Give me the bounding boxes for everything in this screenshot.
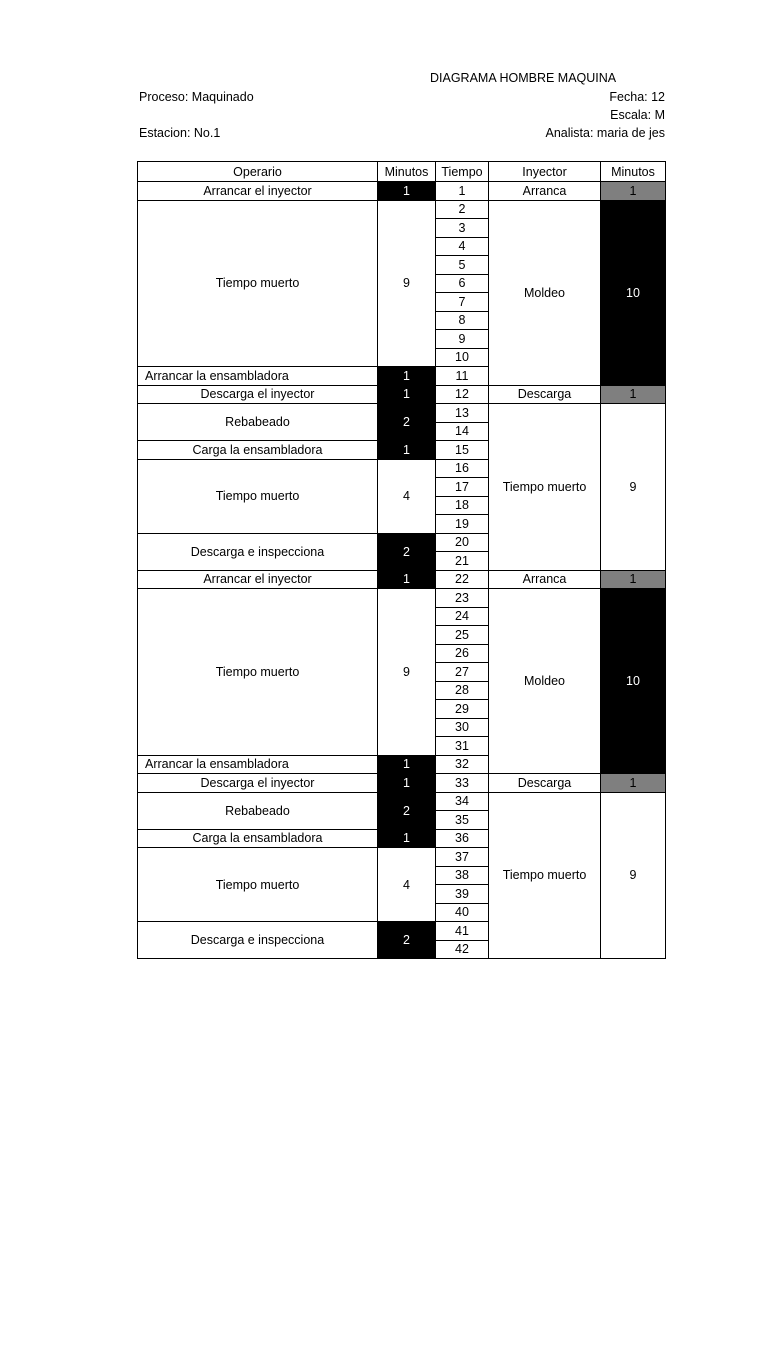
tiempo-cell: 2 [435,200,489,220]
tiempo-cell: 28 [435,681,489,701]
operario-minutes-cell: 1 [377,829,436,849]
tiempo-cell: 25 [435,625,489,645]
inyector-minutes-cell: 9 [600,792,666,960]
operario-activity-cell: Arrancar la ensambladora [137,755,378,775]
operario-activity-cell: Tiempo muerto [137,588,378,756]
operario-activity-cell: Rebabeado [137,792,378,830]
tiempo-cell: 42 [435,940,489,960]
proceso-label: Proceso: Maquinado [139,90,254,104]
operario-minutes-cell: 2 [377,533,436,571]
operario-minutes-cell: 1 [377,570,436,590]
operario-activity-cell: Arrancar la ensambladora [137,366,378,386]
tiempo-cell: 24 [435,607,489,627]
tiempo-cell: 14 [435,422,489,442]
tiempo-cell: 16 [435,459,489,479]
tiempo-cell: 38 [435,866,489,886]
operario-minutes-cell: 1 [377,181,436,201]
tiempo-cell: 22 [435,570,489,590]
inyector-activity-cell: Tiempo muerto [488,792,601,960]
tiempo-cell: 7 [435,292,489,312]
tiempo-cell: 30 [435,718,489,738]
analista-label: Analista: maria de jes [545,126,665,140]
header-operario: Operario [137,161,378,182]
tiempo-cell: 33 [435,773,489,793]
inyector-minutes-cell: 1 [600,570,666,590]
operario-activity-cell: Arrancar el inyector [137,181,378,201]
tiempo-cell: 8 [435,311,489,331]
operario-minutes-cell: 4 [377,459,436,534]
operario-activity-cell: Tiempo muerto [137,200,378,368]
hombre-maquina-table [137,161,665,957]
header-inyector: Inyector [488,161,601,182]
tiempo-cell: 23 [435,588,489,608]
tiempo-cell: 3 [435,218,489,238]
tiempo-cell: 13 [435,403,489,423]
estacion-label: Estacion: No.1 [139,126,221,140]
inyector-activity-cell: Tiempo muerto [488,403,601,571]
operario-minutes-cell: 1 [377,440,436,460]
tiempo-cell: 12 [435,385,489,405]
inyector-activity-cell: Moldeo [488,588,601,774]
inyector-minutes-cell: 1 [600,181,666,201]
tiempo-cell: 31 [435,736,489,756]
tiempo-cell: 36 [435,829,489,849]
operario-activity-cell: Tiempo muerto [137,459,378,534]
operario-activity-cell: Arrancar el inyector [137,570,378,590]
operario-activity-cell: Descarga el inyector [137,385,378,405]
tiempo-cell: 40 [435,903,489,923]
operario-minutes-cell: 2 [377,921,436,959]
tiempo-cell: 26 [435,644,489,664]
tiempo-cell: 37 [435,847,489,867]
operario-minutes-cell: 1 [377,773,436,793]
tiempo-cell: 15 [435,440,489,460]
header-minutos-operario: Minutos [377,161,436,182]
tiempo-cell: 39 [435,884,489,904]
operario-activity-cell: Descarga e inspecciona [137,921,378,959]
inyector-activity-cell: Arranca [488,570,601,590]
operario-minutes-cell: 1 [377,366,436,386]
operario-minutes-cell: 9 [377,200,436,368]
inyector-activity-cell: Descarga [488,773,601,793]
tiempo-cell: 1 [435,181,489,201]
tiempo-cell: 19 [435,514,489,534]
inyector-minutes-cell: 9 [600,403,666,571]
operario-activity-cell: Carga la ensambladora [137,440,378,460]
tiempo-cell: 35 [435,810,489,830]
tiempo-cell: 32 [435,755,489,775]
operario-minutes-cell: 2 [377,792,436,830]
operario-activity-cell: Descarga e inspecciona [137,533,378,571]
tiempo-cell: 34 [435,792,489,812]
operario-minutes-cell: 9 [377,588,436,756]
tiempo-cell: 21 [435,551,489,571]
diagram-title: DIAGRAMA HOMBRE MAQUINA [430,71,617,85]
tiempo-cell: 41 [435,921,489,941]
header-minutos-inyector: Minutos [600,161,666,182]
operario-minutes-cell: 4 [377,847,436,922]
inyector-minutes-cell: 10 [600,200,666,386]
tiempo-cell: 9 [435,329,489,349]
table-body [137,161,665,1361]
operario-activity-cell: Tiempo muerto [137,847,378,922]
inyector-minutes-cell: 1 [600,773,666,793]
inyector-activity-cell: Descarga [488,385,601,405]
inyector-minutes-cell: 1 [600,385,666,405]
inyector-activity-cell: Arranca [488,181,601,201]
tiempo-cell: 11 [435,366,489,386]
inyector-activity-cell: Moldeo [488,200,601,386]
tiempo-cell: 18 [435,496,489,516]
tiempo-cell: 27 [435,662,489,682]
inyector-minutes-cell: 10 [600,588,666,774]
operario-minutes-cell: 1 [377,385,436,405]
header-tiempo: Tiempo [435,161,489,182]
tiempo-cell: 10 [435,348,489,368]
operario-activity-cell: Rebabeado [137,403,378,441]
tiempo-cell: 29 [435,699,489,719]
tiempo-cell: 20 [435,533,489,553]
operario-minutes-cell: 2 [377,403,436,441]
tiempo-cell: 17 [435,477,489,497]
escala-label: Escala: M [610,108,665,122]
tiempo-cell: 6 [435,274,489,294]
operario-activity-cell: Carga la ensambladora [137,829,378,849]
operario-minutes-cell: 1 [377,755,436,775]
fecha-label: Fecha: 12 [609,90,665,104]
operario-activity-cell: Descarga el inyector [137,773,378,793]
tiempo-cell: 5 [435,255,489,275]
tiempo-cell: 4 [435,237,489,257]
